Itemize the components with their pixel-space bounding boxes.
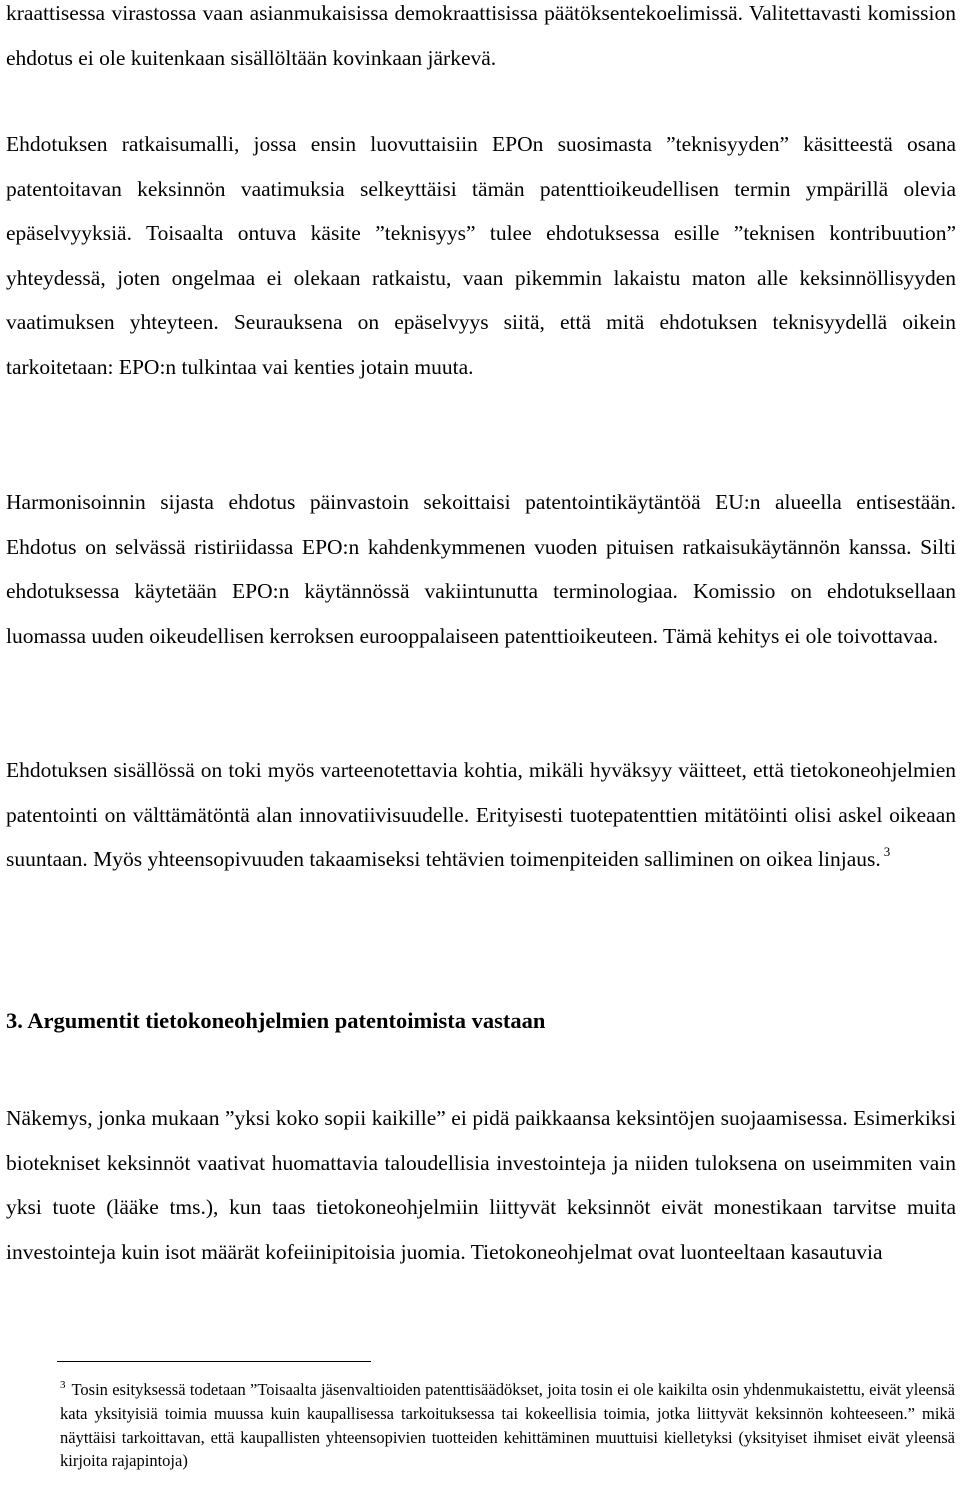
footnote-reference[interactable]: 3 — [883, 844, 891, 860]
paragraph: Ehdotuksen ratkaisumalli, jossa ensin luovuttaisiin EPOn suosimasta ”teknisyyden” käsitteestä osana patentoitavan keksinnön vaatimuksia selkeyttäisi tämän patenttioikeudellisen termin ympärillä olevia epäselvyyksiä. Toisaalta ontuva käsite ”teknisyys” tulee ehdotuksessa esille ”teknisen kontribuution” yhteydessä, joten ongelmaa ei olekaan ratkaistu, vaan pikemmin lakaistu maton alle keksinnöllisyyden vaatimuksen yhteyteen. Seurauksena on epäselvyys siitä, että mitä ehdotuksen teknisyydellä oikein tarkoitetaan: EPO:n tulkintaa vai kenties jotain muuta. — [6, 132, 956, 379]
section-heading: 3. Argumentit tietokoneohjelmien patentoimista vastaan — [6, 1008, 546, 1033]
paragraph: kraattisessa virastossa vaan asianmukaisissa demokraattisissa päätöksentekoelimissä. Valitettavasti komission ehdotus ei ole kuitenkaan sisällöltään kovinkaan järkevä. — [6, 1, 956, 70]
paragraph: Näkemys, jonka mukaan ”yksi koko sopii kaikille” ei pidä paikkaansa keksintöjen suojaamisessa. Esimerkiksi biotekniset keksinnöt vaativat huomattavia taloudellisia investointeja ja niiden tuloksena on useimmiten vain yksi tuote (lääke tms.), kun taas tietokoneohjelmiin liittyvät keksinnöt eivät monestikaan tarvitse muita investointeja kuin isot määrät kofeiinipitoisia juomia. Tietokoneohjelmat ovat luonteeltaan kasautuvia — [6, 1106, 956, 1264]
paragraph-with-footnote-ref — [6, 748, 956, 882]
footnote-separator — [57, 1361, 371, 1362]
footnote — [60, 1378, 955, 1473]
paragraph: Harmonisoinnin sijasta ehdotus päinvastoin sekoittaisi patentointikäytäntöä EU:n alueella entisestään. Ehdotus on selvässä ristiriidassa EPO:n kahdenkymmenen vuoden pituisen ratkaisukäytännön kanssa. Silti ehdotuksessa käytetään EPO:n käytännössä vakiintunutta terminologiaa. Komissio on ehdotuksellaan luomassa uuden oikeudellisen kerroksen eurooppalaiseen patenttioikeuteen. Tämä kehitys ei ole toivottavaa. — [6, 490, 956, 648]
paragraph-text: Ehdotuksen sisällössä on toki myös varteenotettavia kohtia, mikäli hyväksyy väitteet, että tietokoneohjelmien patentointi on välttämätöntä alan innovatiivisuudelle. Erityisesti tuotepatenttien mitätöinti olisi askel oikeaan suuntaan. Myös yhteensopivuuden takaamiseksi tehtävien toimenpiteiden salliminen on oikea linjaus. — [6, 758, 956, 872]
footnote-text: Tosin esityksessä todetaan ”Toisaalta jäsenvaltioiden patenttisäädökset, joita tosin ei ole kaikilta osin yhdenmukaistettu, eivät yleensä kata yksityisiä toimia muussa kuin kaupallisessa tarkoituksessa tai kokeellisia toimia, jotka liittyvät keksinnön kohteeseen.” mikä näyttäisi tarkoittavan, että kaupallisten yhteensopivien tuotteiden kehittäminen muuttuisi kielletyksi (yksityiset ihmiset eivät yleensä kirjoita rajapintoja) — [60, 1380, 955, 1471]
footnote-number: 3 — [60, 1379, 66, 1391]
